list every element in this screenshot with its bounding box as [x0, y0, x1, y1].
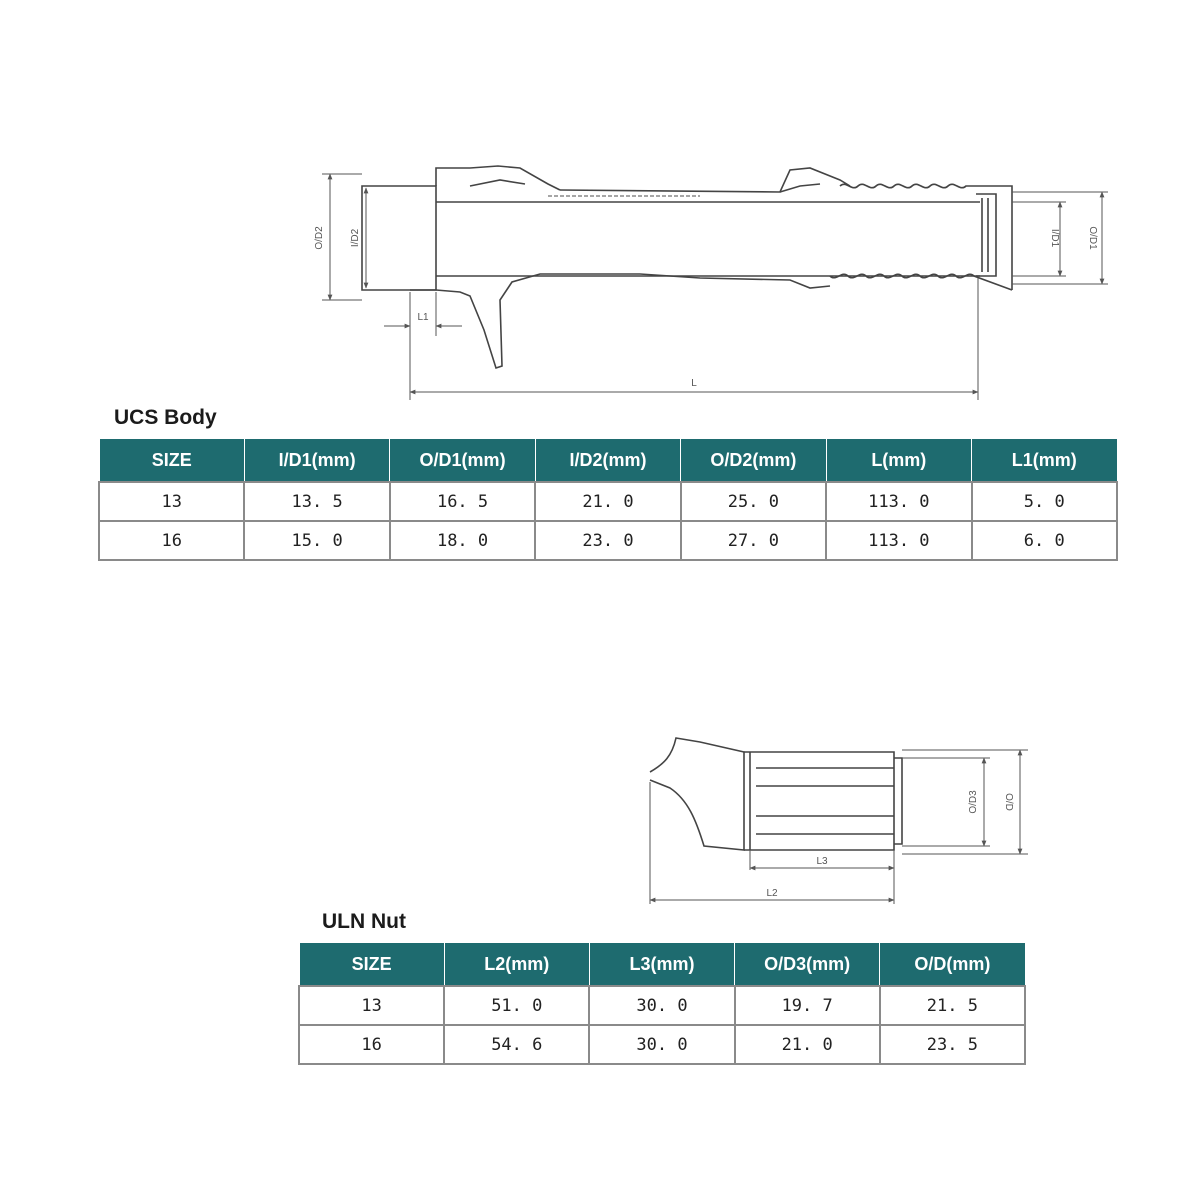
- label-od1: O/D1: [1087, 226, 1098, 250]
- table-row: [299, 1025, 1025, 1064]
- table-cell: 15. 0: [244, 521, 389, 560]
- header-l: L(mm): [826, 439, 971, 483]
- label-od2: O/D2: [314, 226, 325, 250]
- table-cell: 23. 5: [880, 1025, 1025, 1064]
- label-od3: O/D3: [968, 790, 979, 814]
- header-l1: L1(mm): [972, 439, 1117, 483]
- table-cell: 16. 5: [390, 482, 535, 521]
- table-cell: 16: [299, 1025, 444, 1064]
- header-size: SIZE: [299, 943, 444, 987]
- uln-nut-title: ULN Nut: [322, 910, 406, 933]
- table-cell: 25. 0: [681, 482, 826, 521]
- header-od: O/D(mm): [880, 943, 1025, 987]
- table-row: [299, 986, 1025, 1025]
- header-l2: L2(mm): [444, 943, 589, 987]
- table-cell: 30. 0: [589, 1025, 734, 1064]
- header-od2: O/D2(mm): [681, 439, 826, 483]
- label-l3: L3: [816, 856, 828, 867]
- label-id1: I/D1: [1049, 228, 1060, 248]
- header-id1: I/D1(mm): [244, 439, 389, 483]
- table-cell: 18. 0: [390, 521, 535, 560]
- table-cell: 21. 0: [535, 482, 680, 521]
- table-cell: 21. 0: [735, 1025, 880, 1064]
- header-od3: O/D3(mm): [735, 943, 880, 987]
- ucs-body-title: UCS Body: [114, 406, 217, 429]
- header-od1: O/D1(mm): [390, 439, 535, 483]
- table-cell: 27. 0: [681, 521, 826, 560]
- label-id2: I/D2: [350, 228, 361, 248]
- table-cell: 30. 0: [589, 986, 734, 1025]
- table-cell: 13. 5: [244, 482, 389, 521]
- header-size: SIZE: [99, 439, 244, 483]
- table-cell: 54. 6: [444, 1025, 589, 1064]
- ucs-dimension-lines: [322, 174, 1108, 400]
- table-header-row: [299, 943, 1025, 987]
- table-row: [99, 482, 1117, 521]
- ucs-body-outline: [362, 166, 1012, 368]
- header-l3: L3(mm): [589, 943, 734, 987]
- table-cell: 13: [299, 986, 444, 1025]
- table-cell: 113. 0: [826, 482, 971, 521]
- table-cell: 113. 0: [826, 521, 971, 560]
- table-cell: 16: [99, 521, 244, 560]
- table-cell: 6. 0: [972, 521, 1117, 560]
- table-cell: 23. 0: [535, 521, 680, 560]
- ucs-body-table: [98, 438, 1118, 561]
- uln-dimension-lines: [650, 750, 1028, 904]
- table-cell: 13: [99, 482, 244, 521]
- table-cell: 51. 0: [444, 986, 589, 1025]
- uln-nut-table: [298, 942, 1026, 1065]
- label-l2: L2: [766, 888, 778, 899]
- table-cell: 5. 0: [972, 482, 1117, 521]
- ucs-body-drawing: [0, 0, 1200, 420]
- header-id2: I/D2(mm): [535, 439, 680, 483]
- table-row: [99, 521, 1117, 560]
- table-cell: 19. 7: [735, 986, 880, 1025]
- label-l1: L1: [417, 312, 429, 323]
- label-l: L: [691, 378, 697, 389]
- table-cell: 21. 5: [880, 986, 1025, 1025]
- uln-nut-outline: [650, 738, 902, 850]
- label-od: O/D: [1003, 793, 1014, 811]
- table-header-row: [99, 439, 1117, 483]
